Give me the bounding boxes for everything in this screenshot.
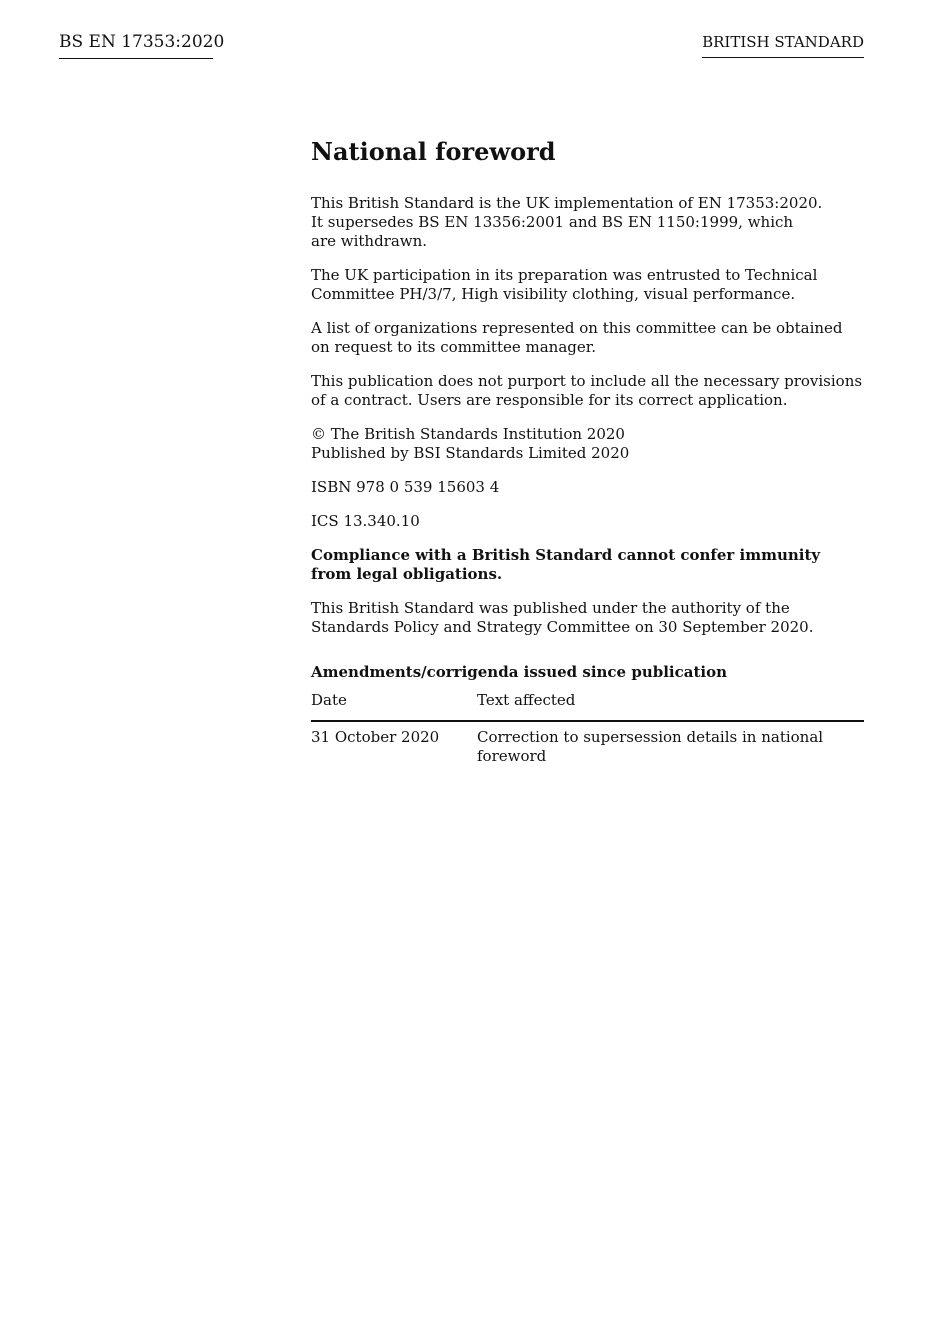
amendments-title: Amendments/corrigenda issued since publication	[311, 663, 727, 681]
amendment-text: Correction to supersession details in national foreword	[477, 728, 824, 765]
copyright-line: © The British Standards Institution 2020	[311, 425, 625, 443]
header-document-number: BS EN 17353:2020	[59, 30, 213, 59]
participation-paragraph: The UK participation in its preparation was entrusted to Technical Committee PH/3/7, High visibility clothing, visual performance.	[311, 266, 818, 303]
organizations-paragraph: A list of organizations represented on this committee can be obtained on request to its committee manager.	[311, 319, 843, 356]
amendment-date: 31 October 2020	[311, 728, 440, 746]
amendments-table	[311, 691, 864, 766]
page-title: National foreword	[311, 137, 556, 166]
column-header-date: Date	[311, 691, 477, 721]
isbn-text: ISBN 978 0 539 15603 4	[311, 478, 500, 496]
compliance-statement: Compliance with a British Standard cannot confer immunity from legal obligations.	[311, 546, 821, 583]
publisher-line: Published by BSI Standards Limited 2020	[311, 444, 630, 462]
column-header-text-affected: Text affected	[477, 691, 864, 721]
foreword-section	[311, 136, 864, 766]
authority-paragraph: This British Standard was published under the authority of the Standards Policy and Strategy Committee on 30 September 2020.	[311, 599, 814, 636]
implementation-line: are withdrawn.	[311, 232, 428, 250]
ics-text: ICS 13.340.10	[311, 512, 420, 530]
implementation-paragraph	[311, 194, 864, 251]
header-document-type: BRITISH STANDARD	[702, 31, 864, 58]
implementation-line: This British Standard is the UK implementation of EN 17353:2020.	[311, 194, 823, 212]
copyright-paragraph	[311, 425, 864, 463]
provisions-paragraph: This publication does not purport to include all the necessary provisions of a contract. Users are responsible for its correct application.	[311, 372, 863, 409]
table-row	[311, 721, 864, 766]
implementation-line: It supersedes BS EN 13356:2001 and BS EN 1150:1999, which	[311, 213, 794, 231]
amendments-header-row	[311, 691, 864, 721]
